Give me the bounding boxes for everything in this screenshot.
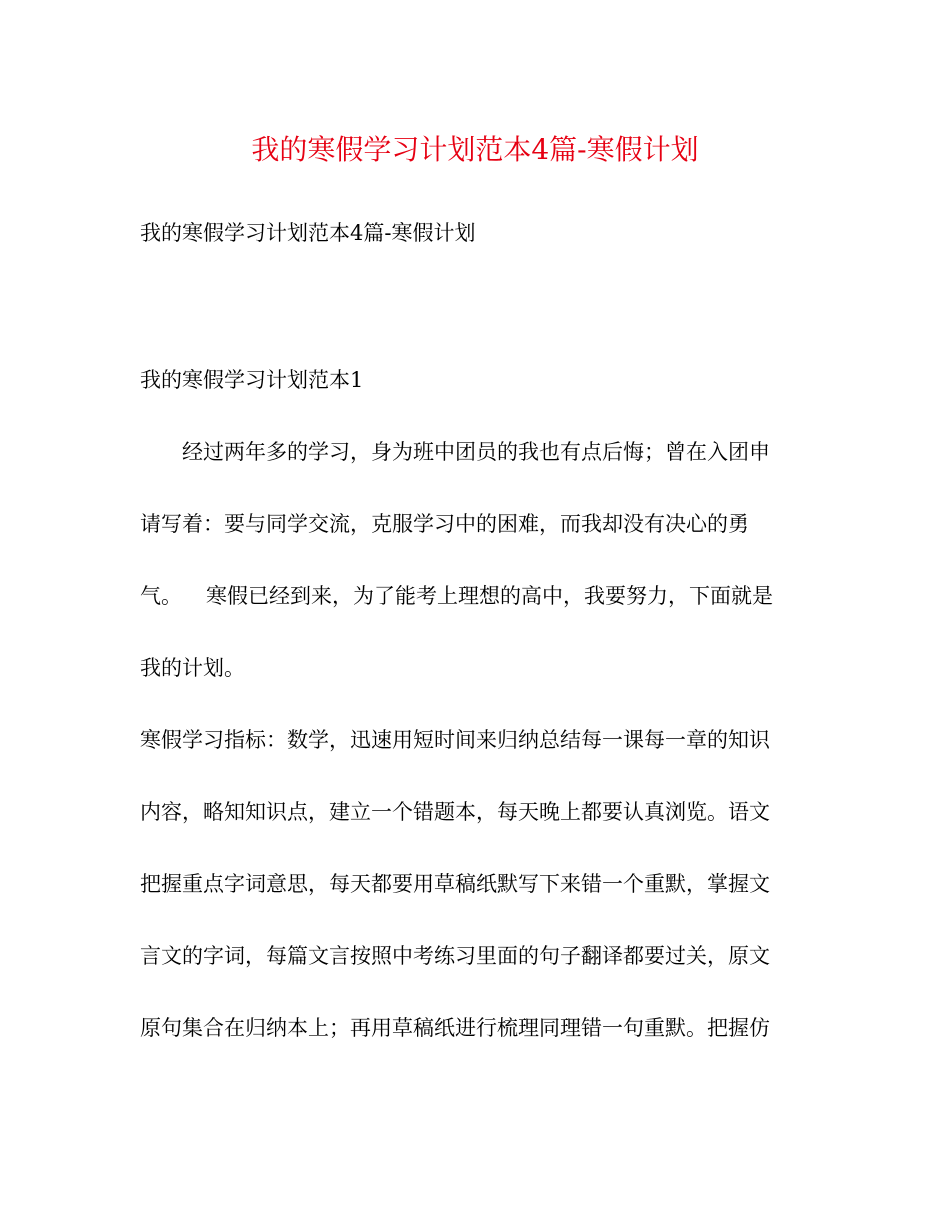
paragraph-1-line-3a-text: 气。 bbox=[140, 584, 182, 608]
paragraph-1-line-1-text: 经过两年多的学习，身为班中团员的我也有点后悔；曾在入团申 bbox=[182, 440, 770, 464]
paragraph-2-line-5: 原句集合在归纳本上；再用草稿纸进行梳理同理错一句重默。把握仿 bbox=[140, 1016, 770, 1040]
paragraph-2-line-3: 把握重点字词意思，每天都要用草稿纸默写下来错一个重默，掌握文 bbox=[140, 872, 770, 896]
paragraph-2-line-4: 言文的字词，每篇文言按照中考练习里面的句子翻译都要过关，原文 bbox=[140, 944, 770, 968]
paragraph-1-line-3b-text: 寒假已经到来，为了能考上理想的高中，我要努力，下面就是 bbox=[206, 584, 773, 608]
section-heading: 我的寒假学习计划范本1 bbox=[140, 368, 364, 392]
document-title: 我的寒假学习计划范本4篇-寒假计划 bbox=[251, 133, 699, 166]
paragraph-1-line-2: 请写着：要与同学交流，克服学习中的困难，而我却没有决心的勇 bbox=[140, 512, 749, 536]
paragraph-1-line-1 bbox=[140, 437, 770, 467]
paragraph-1-line-4: 我的计划。 bbox=[140, 656, 245, 680]
document-subtitle: 我的寒假学习计划范本4篇-寒假计划 bbox=[140, 221, 476, 245]
paragraph-1-line-3 bbox=[140, 581, 773, 611]
paragraph-2-line-2: 内容，略知知识点，建立一个错题本，每天晚上都要认真浏览。语文 bbox=[140, 800, 770, 824]
paragraph-2-line-1: 寒假学习指标：数学，迅速用短时间来归纳总结每一课每一章的知识 bbox=[140, 728, 770, 752]
